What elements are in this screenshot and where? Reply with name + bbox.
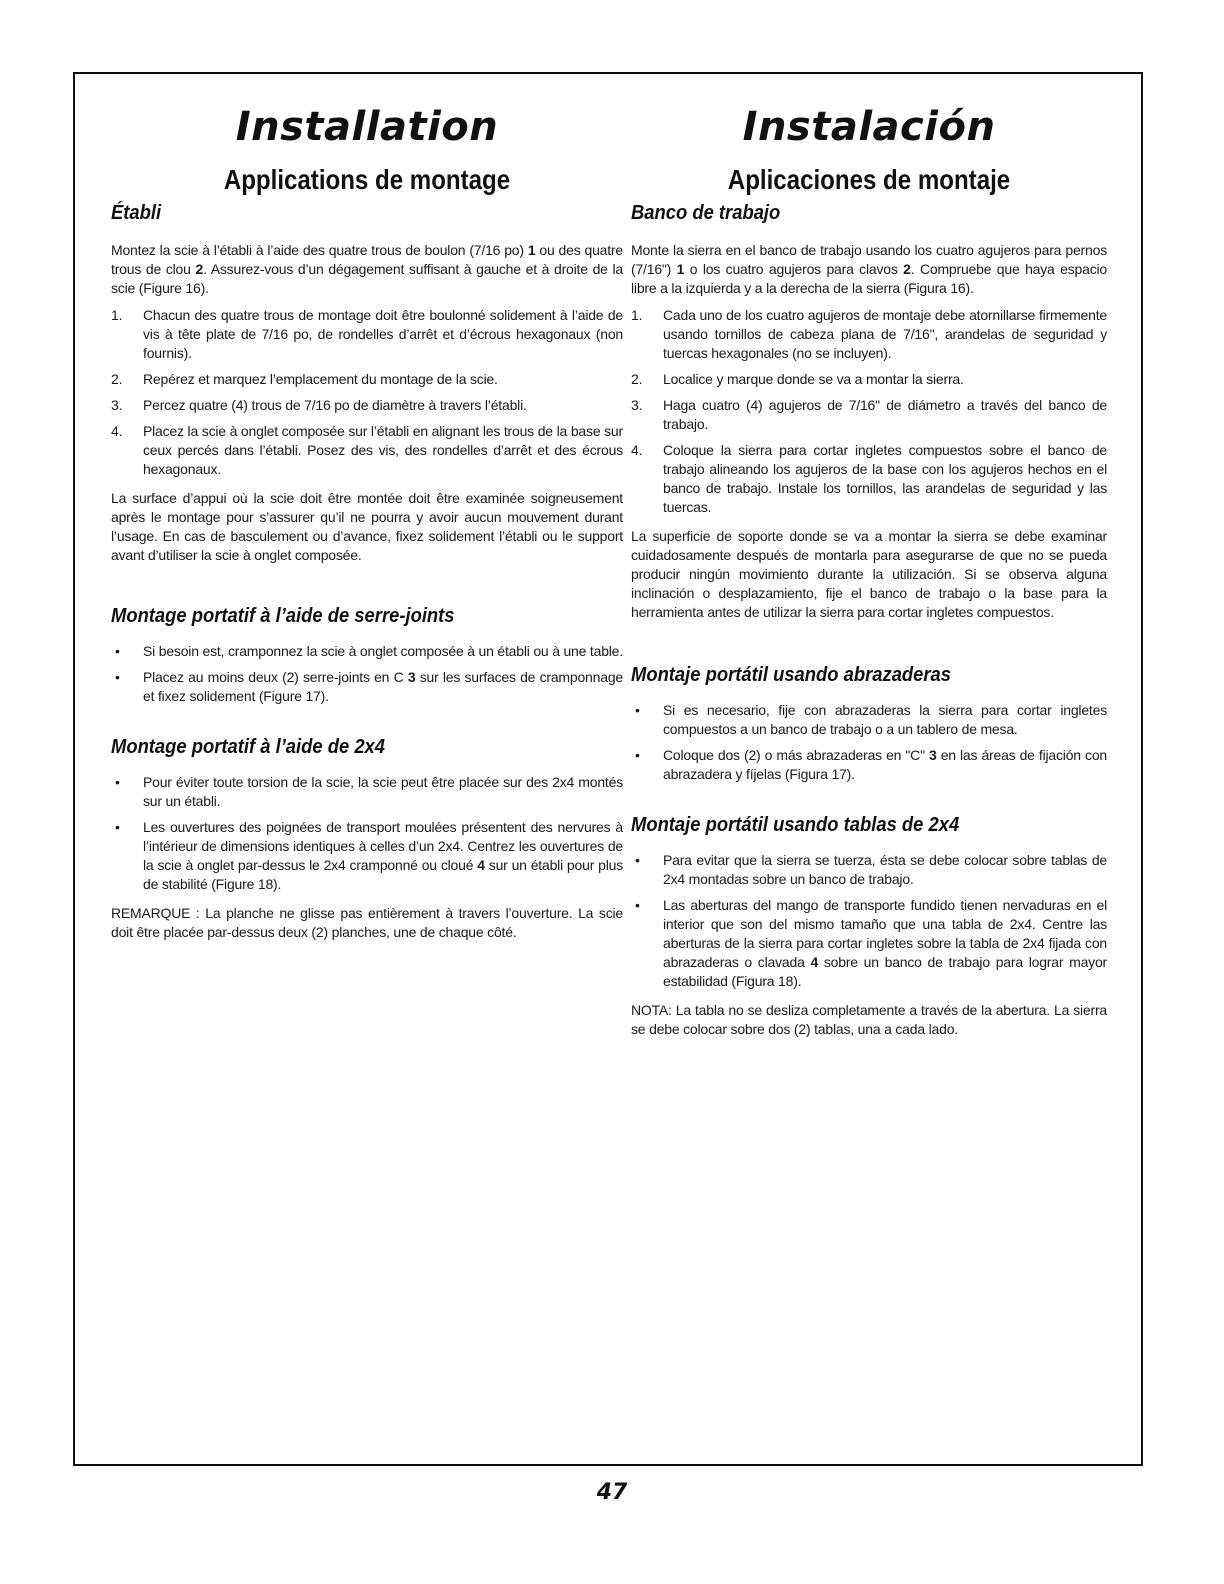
list-item: • Coloque dos (2) o más abrazaderas en "C" 3 en las áreas de fijación con abrazadera y fíjelas (Figura 17). xyxy=(635,747,1107,782)
support-paragraph-fr: La surface d’appui où la scie doit être montée doit être examinée soigneusement après le montage pour s’assurer qu’il ne pourra y avoir aucun mouvement durant l’usage. En cas de basculement ou d’avance, fixez solidement l’établi ou le support avant d’utiliser la scie à onglet composée. xyxy=(111,490,623,563)
board-list-fr xyxy=(111,773,623,894)
page-title-fr: Installation xyxy=(235,104,499,150)
page-title-es: Instalación xyxy=(742,104,996,150)
section-title-es: Aplicaciones de montaje xyxy=(727,164,1011,195)
steps-list-es xyxy=(631,306,1107,517)
list-item: • Para evitar que la sierra se tuerza, ésta se debe colocar sobre tablas de 2x4 montadas sobre un banco de trabajo. xyxy=(635,852,1107,887)
clamp-list-fr xyxy=(111,642,623,706)
note-paragraph-fr: REMARQUE : La planche ne glisse pas entièrement à travers l’ouverture. La scie doit être placée par-dessus deux (2) planches, une de chaque côté. xyxy=(111,905,623,940)
list-item: 2. Localice y marque donde se va a montar la sierra. xyxy=(631,371,964,387)
list-item: 3. Percez quatre (4) trous de 7/16 po de diamètre à travers l’établi. xyxy=(111,397,527,413)
page-frame xyxy=(73,72,1143,1466)
intro-paragraph-fr: Montez la scie à l’établi à l’aide des quatre trous de boulon (7/16 po) 1 ou des quatre trous de clou 2. Assurez-vous d’un dégagement suffisant à gauche et à droite de la scie (Figure 16). xyxy=(111,242,623,296)
list-item: • Les ouvertures des poignées de transport moulées présentent des nervures à l’intérieur de dimensions identiques à celles d’un 2x4. Centrez les ouvertures de la scie à onglet par-dessus le 2x4 cramponné ou cloué 4 sur un établi pour plus de stabilité (Figure 18). xyxy=(115,819,623,892)
section-title-fr: Applications de montage xyxy=(223,164,511,195)
intro-paragraph-es: Monte la sierra en el banco de trabajo usando los cuatro agujeros para pernos (7/16") 1 o los cuatro agujeros para clavos 2. Compruebe que haya espacio libre a la izquierda y a la derecha de la sierra (Figura 16). xyxy=(631,242,1107,296)
support-paragraph-es: La superficie de soporte donde se va a montar la sierra se debe examinar cuidadosamente después de montarla para asegurarse de que no se pueda producir ningún movimiento durante la utilización. Si se observa alguna inclinación o desplazamiento, fije el banco de trabajo o la base para la herramienta antes de utilizar la sierra para cortar ingletes compuestos. xyxy=(631,528,1107,620)
list-item: • Si es necesario, fije con abrazaderas la sierra para cortar ingletes compuestos a un banco de trabajo o a un tablero de mesa. xyxy=(635,702,1107,737)
board-list-es xyxy=(631,851,1107,991)
subheading-2x4-es: Montaje portátil usando tablas de 2x4 xyxy=(631,814,960,836)
page-number: 47 xyxy=(596,1480,628,1505)
french-column xyxy=(111,74,623,942)
list-item: 1. Chacun des quatre trous de montage doit être boulonné solidement à l’aide de vis à tête plate de 7/16 po, de rondelles d’arrêt et d’écrous hexagonaux (non fournis). xyxy=(111,307,623,361)
list-item: 4. Coloque la sierra para cortar ingletes compuestos sobre el banco de trabajo alineando los agujeros de la base con los agujeros hechos en el banco de trabajo. Instale los tornillos, las arandelas de seguridad y las tuercas. xyxy=(631,442,1107,515)
subheading-2x4-fr: Montage portatif à l’aide de 2x4 xyxy=(111,736,386,758)
clamp-list-es xyxy=(631,701,1107,784)
list-item: 3. Haga cuatro (4) agujeros de 7/16" de diámetro a través del banco de trabajo. xyxy=(631,397,1107,432)
list-item: 2. Repérez et marquez l’emplacement du montage de la scie. xyxy=(111,371,498,387)
subheading-clamps-es: Montaje portátil usando abrazaderas xyxy=(631,664,952,686)
subheading-workbench-fr: Établi xyxy=(111,202,162,224)
subheading-clamps-fr: Montage portatif à l’aide de serre-joints xyxy=(111,605,455,627)
list-item: • Si besoin est, cramponnez la scie à onglet composée à un établi ou à une table. xyxy=(115,643,623,659)
list-item: 4. Placez la scie à onglet composée sur l’établi en alignant les trous de la base sur ceux percés dans l’établi. Posez des vis, des rondelles d’arrêt et des écrous hexagonaux. xyxy=(111,423,623,477)
list-item: • Placez au moins deux (2) serre-joints en C 3 sur les surfaces de cramponnage et fixez solidement (Figure 17). xyxy=(115,669,623,704)
note-paragraph-es: NOTA: La tabla no se desliza completamente a través de la abertura. La sierra se debe colocar sobre dos (2) tablas, una a cada lado. xyxy=(631,1002,1107,1037)
steps-list-fr xyxy=(111,306,623,479)
list-item: • Las aberturas del mango de transporte fundido tienen nervaduras en el interior que son del mismo tamaño que una tabla de 2x4. Centre las aberturas de la sierra para cortar ingletes sobre la tabla de 2x4 fijada con abrazaderas o clavada 4 sobre un banco de trabajo para lograr mayor estabilidad (Figura 18). xyxy=(635,897,1107,989)
subheading-workbench-es: Banco de trabajo xyxy=(631,202,781,224)
list-item: • Pour éviter toute torsion de la scie, la scie peut être placée sur des 2x4 montés sur un établi. xyxy=(115,774,623,809)
list-item: 1. Cada uno de los cuatro agujeros de montaje debe atornillarse firmemente usando tornillos de cabeza plana de 7/16", arandelas de seguridad y tuercas hexagonales (no se incluyen). xyxy=(631,307,1107,361)
spanish-column xyxy=(631,74,1107,1039)
